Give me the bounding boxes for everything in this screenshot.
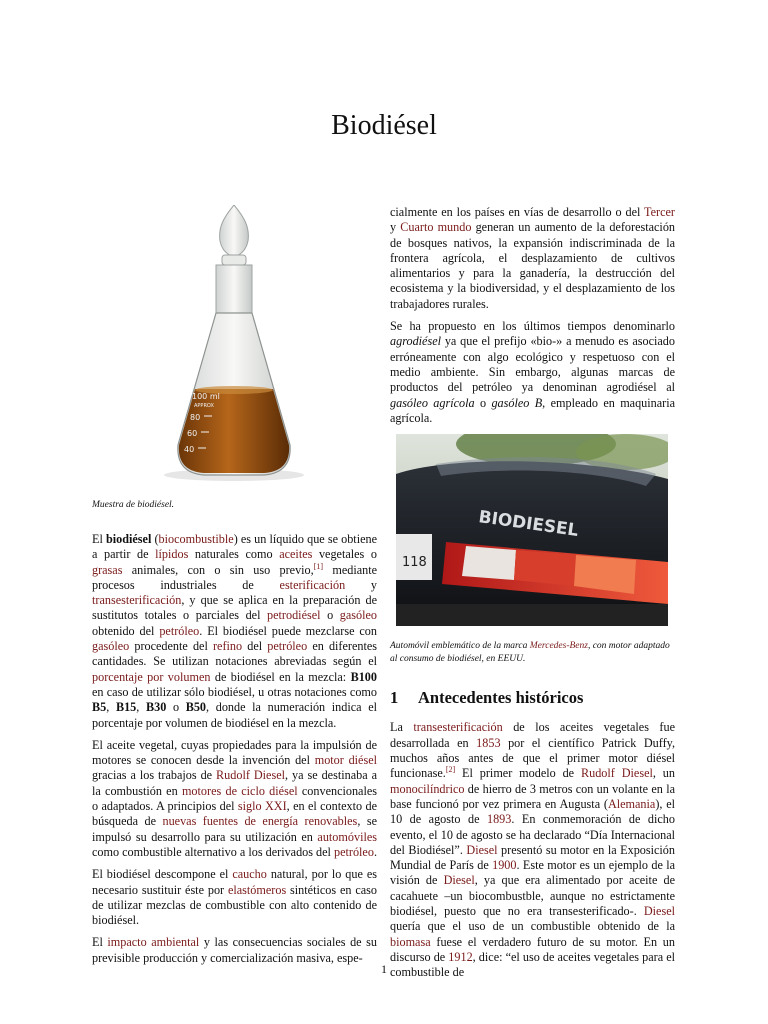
text: generan un aumento de la deforestación de bosques nativos, la expansión indiscriminada de la frontera agrícola, el desplazamiento de cultivos alimentarios y para la ganadería, la destrucción del ecosistema y la biodiversidad, y el desplazamiento de los trabajadores rurales.: [390, 220, 676, 311]
text: cialmente en los países en vías de desarrollo o del: [390, 205, 645, 219]
text: ), el 10 de agosto de: [390, 796, 675, 827]
text: y: [390, 220, 401, 235]
link-gasoleo[interactable]: gasóleo: [339, 608, 378, 623]
text: El aceite vegetal, cuyas propiedades para la impulsión de motores se conocen desde la invención del: [92, 737, 377, 768]
link-1900[interactable]: 1900: [492, 858, 517, 873]
text: o: [320, 608, 340, 623]
link-rudolf-diesel[interactable]: Rudolf Diesel: [216, 768, 285, 783]
flask-mark-40: 40: [184, 445, 195, 454]
link-biocombustible[interactable]: biocombustible: [158, 532, 234, 546]
text: o: [166, 700, 186, 715]
text: (: [151, 532, 159, 546]
link-diesel[interactable]: Diesel: [466, 842, 498, 857]
term-gasoleo-b: gasóleo B: [491, 395, 543, 410]
text: sintéticos en caso de utilizar mezclas de combustible con alto contenido de biodiésel.: [92, 882, 377, 928]
text: El biodiésel descompone el: [92, 867, 233, 882]
car-badge-text: BIODIESEL: [477, 507, 580, 542]
text: de los aceites vegetales fue desarrollada en: [390, 720, 675, 750]
link-alemania[interactable]: Alemania: [607, 796, 656, 811]
term-gasoleo-agricola: gasóleo agrícola: [390, 395, 475, 410]
text: El: [92, 532, 106, 546]
link-transesterificacion-2[interactable]: transesterificación: [413, 720, 503, 735]
text: por el científico Patrick Duffy, muchos años antes de que el primer motor diésel funcionase.: [390, 735, 675, 781]
text: natural, por lo que es necesario sustituir éste por: [92, 867, 377, 897]
text: , y que se aplica en la preparación de sustitutos totales o parciales del: [92, 593, 377, 623]
text: , donde la numeración indica el porcentaje por volumen de biodiésel en la mezcla.: [92, 700, 378, 730]
text: , dice: “el uso de aceites vegetales para el combustible de: [390, 949, 675, 980]
biodiesel-flask-image: [92, 205, 377, 487]
text: El primer modelo de: [455, 766, 581, 781]
text: y las consecuencias sociales de su previsible producción y comercialización masiva, espe-: [92, 935, 377, 965]
link-petroleo-2[interactable]: petróleo: [267, 639, 308, 654]
link-monocilindrico[interactable]: monocilíndrico: [390, 781, 465, 796]
link-diesel-2[interactable]: Diesel: [443, 873, 475, 888]
text: en diferentes cantidades. Se utilizan notaciones abreviadas según el: [92, 639, 377, 669]
reference-1-link[interactable]: [1]: [313, 561, 324, 571]
section-heading-antecedentes: [390, 688, 675, 708]
term-b100: B100: [350, 669, 377, 684]
text: procedente del: [129, 639, 213, 654]
link-elastomeros[interactable]: elastómeros: [227, 882, 287, 897]
term-b15: B15: [115, 700, 137, 715]
link-energias-renovables[interactable]: nuevas fuentes de energía renovables: [162, 814, 358, 829]
link-motor-diesel[interactable]: motor diésel: [314, 753, 378, 768]
text: , ya se destinaba a la combustión en: [92, 768, 377, 798]
license-plate-number: 118: [402, 555, 427, 571]
link-petroleo[interactable]: petróleo: [159, 623, 200, 638]
text: de hierro de 3 metros con un volante en la base funcionó por vez primera en Augusta (: [390, 781, 675, 811]
text: , en el contexto de búsqueda de: [92, 799, 377, 829]
link-caucho[interactable]: caucho: [232, 867, 267, 882]
term-agrodiesel: agrodiésel: [390, 334, 441, 349]
text: del: [242, 639, 268, 654]
reference-2-link[interactable]: [2]: [445, 765, 456, 775]
text: El: [92, 935, 108, 950]
section-number: 1: [390, 688, 399, 708]
link-cuarto-mundo[interactable]: Cuarto mundo: [400, 220, 472, 235]
link-motores-ciclo-diesel[interactable]: motores de ciclo diésel: [181, 783, 298, 798]
text: convencionales o adaptados. A principios del: [92, 783, 378, 814]
text: La: [390, 720, 414, 735]
paragraph-history-vegetable-oil: [92, 738, 377, 860]
text: , empleado en maquinaria agrícola.: [390, 395, 676, 425]
text: . Este motor es un ejemplo de la visión de: [390, 858, 675, 888]
paragraph-antecedentes: [390, 720, 675, 980]
text: vegetales o: [312, 547, 378, 562]
text: en caso de utilizar sólo biodiésel, u otras notaciones como: [92, 684, 377, 699]
text: y: [345, 577, 377, 592]
link-petrodiesel[interactable]: petrodiésel: [267, 608, 321, 623]
page-title: Biodiésel: [331, 110, 437, 141]
link-grasas[interactable]: grasas: [92, 562, 123, 577]
flask-mark-approx: APPROX: [194, 403, 214, 409]
text: , se impulsó su desarrollo para su utilización en: [92, 814, 377, 844]
link-porcentaje-por-volumen[interactable]: porcentaje por volumen: [92, 669, 211, 684]
term-b5: B5: [92, 700, 107, 715]
text: ) es un líquido que se obtiene a partir de: [92, 532, 377, 562]
text: gracias a los trabajos de: [92, 768, 217, 783]
paragraph-agrodiesel: [390, 319, 675, 426]
link-petroleo-3[interactable]: petróleo: [334, 844, 374, 859]
car-photo: [396, 434, 668, 626]
flask-mark-100ml: 100 ml: [192, 392, 220, 401]
link-transesterificacion[interactable]: transesterificación: [92, 593, 182, 608]
text: ya que el prefijo «bio-» a menudo es asociado erróneamente con algo ecológico y respetuoso con el medio ambiente. Sin embargo, algunas marcas de productos del petróleo ya denominan agrodiésel al: [390, 334, 675, 395]
text: ,: [106, 700, 116, 715]
term-biodiesel: biodiésel: [105, 532, 152, 546]
page-number: 1: [381, 962, 387, 976]
text: ,: [136, 700, 146, 715]
text: .: [373, 844, 377, 859]
text: Se ha propuesto en los últimos tiempos denominarlo: [390, 319, 675, 334]
link-1853[interactable]: 1853: [476, 735, 501, 750]
text: de biodiésel en la mezcla:: [210, 669, 351, 684]
link-tercer[interactable]: Tercer: [644, 205, 675, 219]
text: obtenido del: [92, 623, 160, 638]
text: , un: [652, 766, 675, 781]
text: como combustible alternativo a los derivados del: [92, 844, 334, 859]
text: o: [474, 395, 492, 410]
flask-mark-60: 60: [187, 429, 198, 438]
term-b50: B50: [185, 700, 207, 715]
text: Automóvil emblemático de la marca: [390, 641, 530, 652]
text: presentó su motor en la Exposición Mundial de París de: [390, 842, 675, 873]
section-title: Antecedentes históricos: [418, 688, 584, 708]
link-aceites[interactable]: aceites: [279, 547, 313, 562]
text: animales, con o sin uso previo,: [122, 562, 314, 577]
left-column: [92, 205, 377, 973]
link-diesel-3[interactable]: Diesel: [643, 904, 675, 919]
text: fuese el verdadero futuro de su motor. En un discurso de: [390, 934, 675, 964]
link-1912[interactable]: 1912: [448, 949, 473, 964]
text: . El biodiésel puede mezclarse con: [199, 623, 377, 638]
paragraph-rubber: [92, 867, 377, 928]
link-lipidos[interactable]: lípidos: [155, 547, 189, 562]
text: , con motor adaptado al consumo de biodiésel, en EEUU.: [390, 641, 670, 665]
term-b30: B30: [145, 700, 167, 715]
link-automoviles[interactable]: automóviles: [317, 829, 377, 844]
link-1893[interactable]: 1893: [486, 812, 512, 827]
link-mercedes-benz[interactable]: Mercedes-Benz: [529, 641, 588, 652]
car-caption: [390, 640, 675, 666]
text: . En conmemoración de dicho evento, el 10 de agosto se ha declarado “Día Internacional del Biodiésel”.: [390, 812, 675, 857]
flask-mark-80: 80: [190, 413, 201, 422]
link-esterificacion[interactable]: esterificación: [279, 577, 346, 592]
text: mediante procesos industriales de: [92, 562, 378, 592]
flask-caption: Muestra de biodiésel.: [92, 500, 175, 510]
link-rudolf-diesel-2[interactable]: Rudolf Diesel: [580, 766, 653, 781]
link-gasoleo-2[interactable]: gasóleo: [92, 639, 130, 654]
paragraph-definition: [92, 532, 377, 731]
text: , ya que era alimentado por aceite de cacahuete –un biocombustble, aunque no estrictamente biodiésel, puesto que no era transesterificado-.: [390, 873, 675, 919]
right-column: [390, 205, 675, 988]
link-impacto-ambiental[interactable]: impacto ambiental: [107, 935, 200, 950]
text: quería que el uso de un combustible obtenido de la: [390, 919, 675, 934]
link-biomasa[interactable]: biomasa: [390, 934, 431, 949]
text: naturales como: [188, 547, 280, 562]
link-refino[interactable]: refino: [212, 639, 243, 654]
link-siglo-xxi[interactable]: siglo XXI: [237, 799, 287, 814]
paragraph-environmental-impact-cont: [390, 205, 675, 312]
